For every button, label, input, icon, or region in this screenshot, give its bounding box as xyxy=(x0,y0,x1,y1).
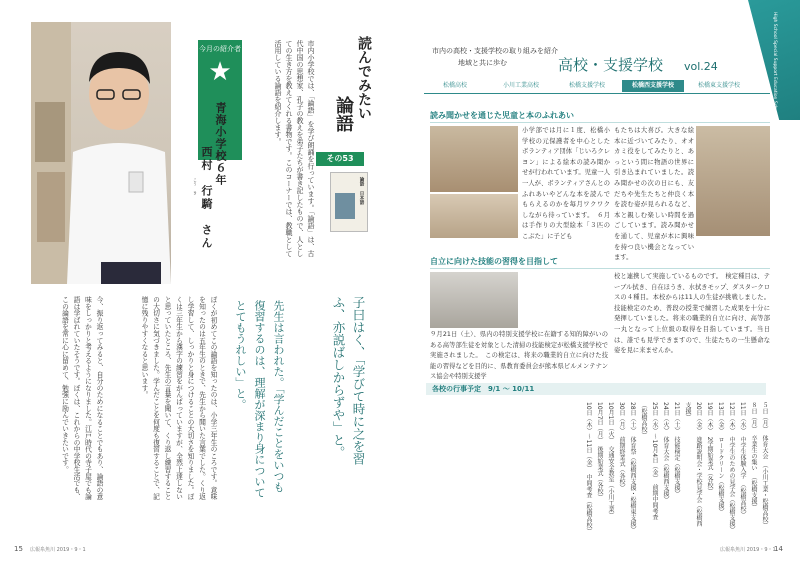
event-item: 20日（金） 進路説明会・学校見学会（松橋西支援） xyxy=(684,402,702,527)
event-item: 12日（木） 中学生のための見学会（松橋支援） xyxy=(728,402,735,533)
section2-rule xyxy=(430,268,770,269)
section1-text-a: 小学部では月に１度、松橋小学校の元保護者を中心としたボランティア団体「じいろクレヨン」による絵本の読み聞かせが行われています。児童一人一人が、ボランティアさんとのふれあいやどんな本を読んでもらえるのかを毎月ワクワクしながら待っています。 ６月は手作りの大型絵本「３匹のこぶた」に子ども xyxy=(522,127,610,240)
event-item: 10月1日（火） 交通安全教室（小川工業） xyxy=(607,402,614,519)
essay-text: ぼくが初めてこの論語を知ったのは、小学三年生のころです。意味を知ったのは五年生のときで、先生から聞いた言葉でした。くり返し学習して、しっかりと身につけることの大切さを知りました。ぼくは三年生から漢字の練習をがんばっていますが、全然上達しないと思っていたところ、先生の言葉を聞いて、くり返し練習することの大切さに気づきました。学んだことを何度も復習することで、記憶に残りやすくなると思います。 xyxy=(140,296,217,500)
section1-title: 読み聞かせを通じた児童と本のふれあい xyxy=(430,111,574,120)
tab-rule xyxy=(424,93,770,94)
event-item: 19日（木） 2学期始業式（各校） xyxy=(706,402,713,495)
student-name: 西村 行騎 さん xyxy=(200,146,213,250)
header-line1: 市内の高校・支援学校の取り組みを紹介 xyxy=(432,47,558,55)
event-item: 13日（金） ロードクリーン（松橋支援） xyxy=(717,402,724,515)
tab-3[interactable]: 松橋西支援学校 xyxy=(622,80,684,92)
section2-photo-a xyxy=(430,272,518,328)
right-footer: 広報糸魚川 2019・9・1 xyxy=(720,547,776,553)
student-photo xyxy=(31,22,171,284)
event-item: 24日（火） 体育大会（松橋西支援） xyxy=(662,402,669,503)
corner-book: 論語 xyxy=(333,96,354,132)
event-item: 10月7日（月） 後期始業式（各校） xyxy=(596,402,603,501)
book-cover-art xyxy=(335,193,355,219)
header-line2: 地域と共に歩む xyxy=(458,59,507,67)
badge-label: 今月の紹介者 xyxy=(199,45,241,53)
corner-number-label: その53 xyxy=(326,154,354,163)
tab-1[interactable]: 小川工業高校 xyxy=(502,82,539,89)
event-item: ８日（月） 卒業生の集い （松橋支援） xyxy=(750,402,757,510)
tab-2[interactable]: 松橋支援学校 xyxy=(568,82,605,89)
left-page-number: 15 xyxy=(14,545,23,553)
side-label: High School Special Support Education School xyxy=(772,12,777,116)
corner-number xyxy=(316,152,364,166)
section2-title: 自立に向けた技能の習得を目指して xyxy=(430,257,558,266)
section2-text-b: 校と連携して実施しているものです。 検定種目は、テーブル拭き、自在ほうき、水拭きモップ、ダスタークロスの４種目。本校からは11人の生徒が挑戦しました。技能検定のため、普段の授業で練習した成果を十分に発揮していました。将来の職業的自立に向け、高等部一丸となって上位級の取得を目指しています。当日は、誰でも見学できますので、生徒たちの一生懸命な姿を見に来ませんか。 xyxy=(614,273,770,355)
section1-rule xyxy=(430,122,770,123)
section1-photo-a xyxy=(430,126,518,192)
book-cover xyxy=(330,172,368,232)
event-item: ５日（月） 体育大会 （小川工業・松橋高校） xyxy=(761,402,768,528)
vol-label: vol.24 xyxy=(684,60,718,73)
quote-sub: 先生は言われた。「学んだことをいつも復習するのは、理解が深まり身についてとてもうれしい」と。 xyxy=(234,300,285,498)
event-item: 25日（水）～10月4日（金） 前期中間考査（松橋高校） xyxy=(640,402,658,521)
section1-text-b: もたちは大喜び。大きな絵本に近づいてみたり、オオカミ役をしてみたりと、あっという間に物語の世界に引き込まれていました。読み聞かせの次の日にも、友だちや先生たちと仲良く本を読む姿が見られるなど、本と親しむ楽しい時間を過ごしています。読み聞かせを通して、児童が本に興味を持つ良い機会となっています。 xyxy=(614,127,694,262)
section1-photo-c xyxy=(696,126,770,236)
name-ruby: こう き xyxy=(193,178,198,195)
right-page xyxy=(400,0,800,566)
event-item: 21日（土） 技能検定（松橋支援） xyxy=(673,402,680,497)
tab-4[interactable]: 松橋東支援学校 xyxy=(697,82,740,89)
tab-0[interactable]: 松橋高校 xyxy=(442,82,467,89)
right-page-number: 14 xyxy=(774,545,783,553)
event-item: 30日（月） 前期終業式（各校） xyxy=(618,402,625,491)
events-title: 各校の行事予定 9/1 ～ 10/11 xyxy=(432,385,535,393)
section2-text-a: ９月21日（土）、県内の特別支援学校に在籍する知的障がいのある高等部生徒を対象とした清掃の技能検定が松橋支援学校で実施されました。 この検定は、将来の職業的自立に向けた技能の習得などを目的に、県教育委員会が熊本県ビルメンテナンス協会や特別支援学 xyxy=(430,331,608,381)
star-icon: ★ xyxy=(208,57,232,87)
event-item: 10日（木）～11日（金） 中間考査（松橋高校） xyxy=(585,402,592,535)
left-footer: 広報糸魚川 2019・9・1 xyxy=(30,547,86,553)
events-list xyxy=(430,402,770,535)
book-cover-label: 論語 日本語 xyxy=(359,177,364,205)
event-item: 28日（土） 体育祭（松橋西支援・松橋東支援） xyxy=(629,402,636,533)
essay-text-2: 今、振り返ってみると、自分のためになることでもあり、論語の意味をしっかりと考えるようになりました。江戸時代の寺子屋でも論語は学ばれていたそうです。ぼくは、これからの中学校生活でも、この論語を常に心に留めて、勉強に励んでいきたいです。 xyxy=(60,296,103,500)
event-item: 11日（水） 中学生体験入学 （松橋高校） xyxy=(739,402,746,518)
section1-photo-b xyxy=(430,194,518,238)
section2-text-a-top xyxy=(522,272,610,328)
page-title: 高校・支援学校 xyxy=(558,56,664,74)
student-school: 青海小学校６年 xyxy=(214,102,227,186)
quote-main: 子曰はく、「学びて時に之を習ふ、亦説ばしからずや」と。 xyxy=(331,296,366,465)
corner-title: 読んでみたい xyxy=(356,36,372,120)
intro-text: 市内小学校では、「論語」を学び朗誦を行っています。「論語」は、古代中国の思想家、孔子の教えを弟子たちが書き記したもので、人としての生き方を教えてくれる書物です。このコーナーでは、教職として活用している論語を紹介します。 xyxy=(274,40,315,257)
